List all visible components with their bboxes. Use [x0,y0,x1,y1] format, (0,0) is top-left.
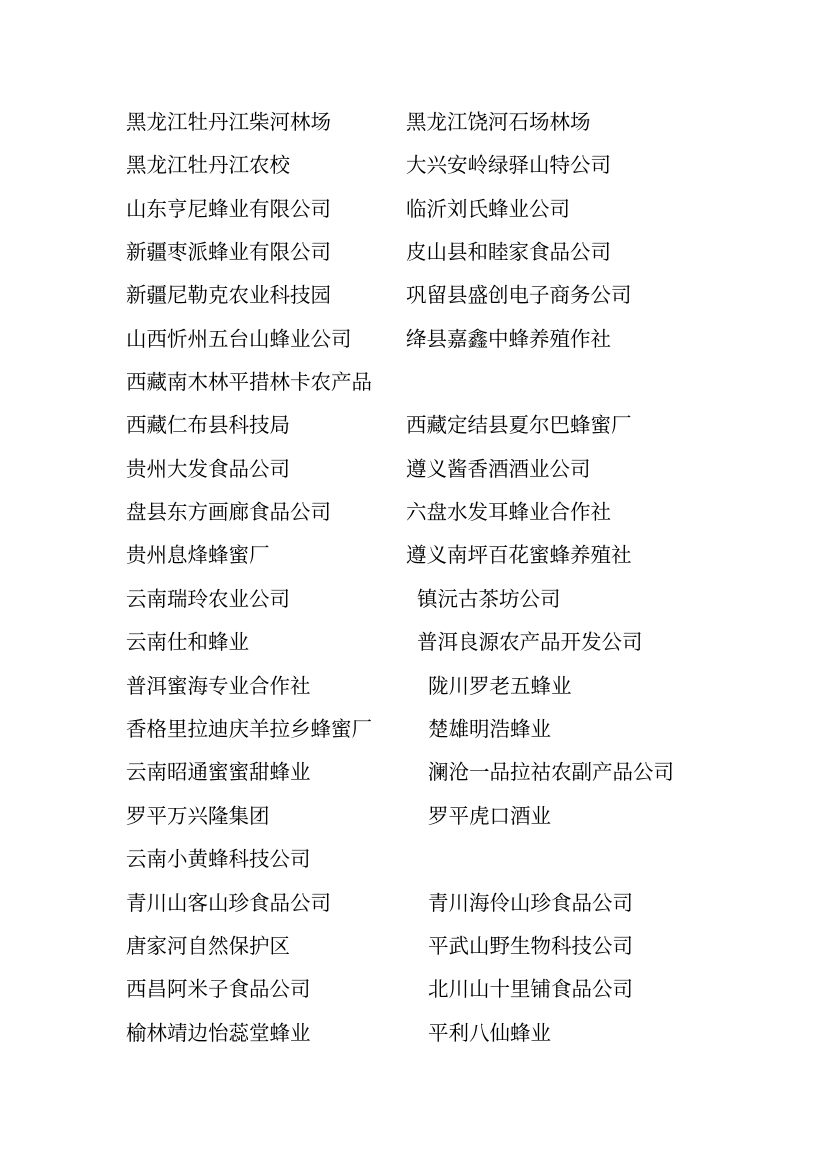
list-row [0,540,829,570]
list-row [0,627,829,657]
company-right: 罗平虎口酒业 [428,804,551,828]
company-right: 镇沅古茶坊公司 [417,587,561,611]
company-right: 大兴安岭绿驿山特公司 [406,153,611,177]
company-left: 山西忻州五台山蜂业公司 [126,327,352,351]
list-row [0,280,829,310]
company-right: 北川山十里铺食品公司 [428,977,633,1001]
company-left: 云南瑞玲农业公司 [126,587,290,611]
company-right: 青川海伶山珍食品公司 [428,891,633,915]
list-row [0,931,829,961]
company-right: 平武山野生物科技公司 [428,934,633,958]
company-left: 榆林靖边怡蕊堂蜂业 [126,1021,311,1045]
list-row [0,844,829,874]
company-left: 青川山客山珍食品公司 [126,891,331,915]
list-row [0,324,829,354]
company-right: 黑龙江饶河石场林场 [406,110,591,134]
list-row [0,888,829,918]
company-right: 楚雄明浩蜂业 [428,717,551,741]
company-left: 西藏仁布县科技局 [126,413,290,437]
company-left: 盘县东方画廊食品公司 [126,500,331,524]
company-left: 云南昭通蜜蜜甜蜂业 [126,760,311,784]
company-right: 平利八仙蜂业 [428,1021,551,1045]
company-left: 新疆枣派蜂业有限公司 [126,240,331,264]
list-row [0,497,829,527]
company-left: 贵州息烽蜂蜜厂 [126,543,270,567]
list-row [0,1018,829,1048]
company-right: 六盘水发耳蜂业合作社 [406,500,611,524]
company-right: 澜沧一品拉祜农副产品公司 [428,760,674,784]
company-right: 巩留县盛创电子商务公司 [406,283,632,307]
company-left: 香格里拉迪庆羊拉乡蜂蜜厂 [126,717,372,741]
company-left: 罗平万兴隆集团 [126,804,270,828]
company-left: 云南小黄蜂科技公司 [126,847,311,871]
company-left: 黑龙江牡丹江柴河林场 [126,110,331,134]
company-left: 西昌阿米子食品公司 [126,977,311,1001]
list-row [0,107,829,137]
company-left: 云南仕和蜂业 [126,630,249,654]
company-right: 绛县嘉鑫中蜂养殖作社 [406,327,611,351]
company-left: 新疆尼勒克农业科技园 [126,283,331,307]
company-right: 普洱良源农产品开发公司 [417,630,643,654]
list-row [0,584,829,614]
company-right: 西藏定结县夏尔巴蜂蜜厂 [406,413,632,437]
list-row [0,757,829,787]
company-right: 遵义南坪百花蜜蜂养殖社 [406,543,632,567]
list-row [0,150,829,180]
company-right: 遵义酱香酒酒业公司 [406,457,591,481]
list-row [0,237,829,267]
company-left: 贵州大发食品公司 [126,457,290,481]
list-row [0,671,829,701]
company-right: 陇川罗老五蜂业 [428,674,572,698]
company-right: 皮山县和睦家食品公司 [406,240,611,264]
list-row [0,410,829,440]
list-row [0,714,829,744]
company-left: 黑龙江牡丹江农校 [126,153,290,177]
list-row [0,974,829,1004]
company-left: 普洱蜜海专业合作社 [126,674,311,698]
company-right: 临沂刘氏蜂业公司 [406,197,570,221]
list-row [0,454,829,484]
list-row [0,801,829,831]
company-left: 唐家河自然保护区 [126,934,290,958]
company-left: 山东亨尼蜂业有限公司 [126,197,331,221]
list-row [0,194,829,224]
company-left: 西藏南木林平措林卡农产品 [126,370,372,394]
list-row [0,367,829,397]
